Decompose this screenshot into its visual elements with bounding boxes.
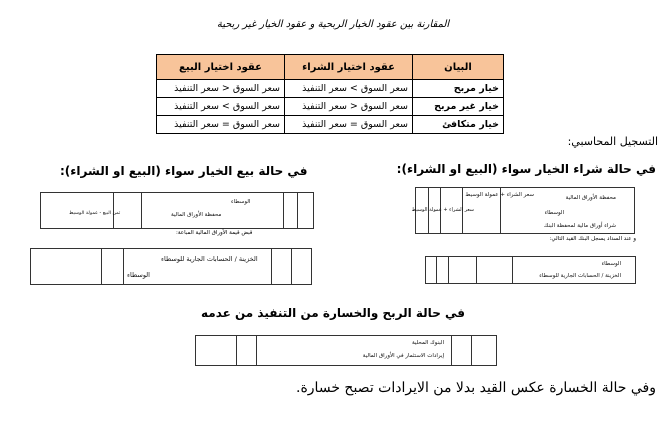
table-row xyxy=(157,80,504,98)
sell-note: قبض قيمة الأوراق المالية المباعة: xyxy=(176,230,253,236)
sell-amount: ثمن البيع - عمولة الوسيط xyxy=(69,211,121,216)
row-label: خيار مربح xyxy=(413,80,504,98)
credit-account: الوسطاء xyxy=(127,271,150,279)
debit-account: الخزينة / الحسابات الجارية للوسطاء xyxy=(161,255,258,263)
gain-journal-entry xyxy=(195,335,497,366)
credit-account: محفظة الأوراق المالية xyxy=(171,212,222,218)
accounting-heading: التسجيل المحاسبي: xyxy=(567,135,658,148)
header-buy: عقود اختيار الشراء xyxy=(285,55,413,80)
sell-journal-entry-2 xyxy=(30,248,312,285)
header-sell: عقود اختيار البيع xyxy=(157,55,285,80)
row-buy-value: سعر السوق = سعر التنفيذ xyxy=(285,116,413,134)
buy-case-heading: في حالة شراء الخيار سواء (البيع او الشراء): xyxy=(396,162,656,176)
gain-loss-heading: في حالة الربح والخسارة من التنفيذ من عدمه xyxy=(200,306,466,320)
row-sell-value: سعر السوق < سعر التنفيذ xyxy=(157,80,285,98)
row-buy-value: سعر السوق > سعر التنفيذ xyxy=(285,80,413,98)
table-row xyxy=(157,116,504,134)
entry-description: شراء أوراق مالية لمحفظة البنك xyxy=(543,223,616,229)
final-note: وفي حالة الخسارة عكس القيد بدلا من الايرادات تصبح خسارة. xyxy=(296,380,656,396)
row-label: خيار متكافئ xyxy=(413,116,504,134)
header-item: البيان xyxy=(413,55,504,80)
buy-journal-entry-1 xyxy=(411,187,635,234)
row-buy-value: سعر السوق < سعر التنفيذ xyxy=(285,98,413,116)
amount-debit: سعر الشراء + عمولة الوسيط xyxy=(465,192,534,198)
credit-account: إيرادات الاستثمار في الأوراق المالية xyxy=(362,353,444,359)
table-header-row xyxy=(157,55,504,80)
debit-account: محفظة الأوراق المالية xyxy=(565,195,616,201)
row-sell-value: سعر السوق > سعر التنفيذ xyxy=(157,98,285,116)
row-label: خيار غير مربح xyxy=(413,98,504,116)
buy-note: و عند السداد يسجل البنك القيد التالي: xyxy=(549,236,636,242)
page-title: المقارنة بين عقود الخيار الربحية و عقود الخيار غير ربحية xyxy=(216,19,450,30)
row-sell-value: سعر السوق = سعر التنفيذ xyxy=(157,116,285,134)
amount-credit: سعر الشراء + عمولة الوسيط xyxy=(411,207,474,213)
debit-account: الوسطاء xyxy=(601,261,621,267)
comparison-table xyxy=(156,54,504,134)
sell-journal-entry-1 xyxy=(40,192,314,229)
credit-account: الخزينة / الحسابات الجارية للوسطاء xyxy=(539,273,621,279)
debit-account: البنوك المحلية xyxy=(411,340,444,346)
buy-journal-entry-2 xyxy=(425,256,636,284)
sell-case-heading: في حالة بيع الخيار سواء (البيع او الشراء): xyxy=(60,164,308,178)
table-row xyxy=(157,98,504,116)
debit-account: الوسطاء xyxy=(231,199,251,205)
credit-account: الوسطاء xyxy=(544,210,564,216)
